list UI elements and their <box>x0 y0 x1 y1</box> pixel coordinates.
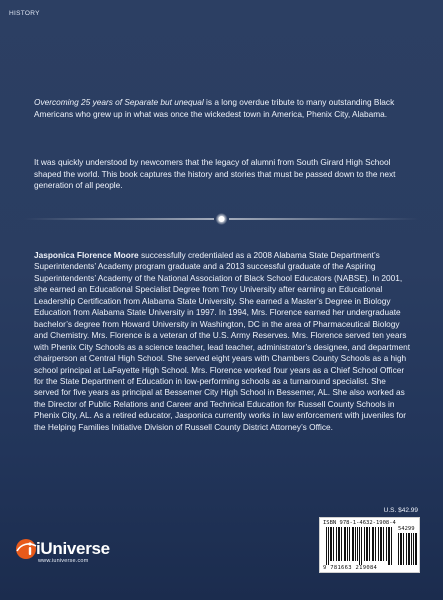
blurb-paragraph-1-text: is a long overdue tribute to many outstanding Black Americans who grew up in what was once the wickedest town in America, Phenix City, Alabama. <box>34 97 395 119</box>
author-name: Jasponica Florence Moore <box>34 250 139 260</box>
iuniverse-logo-icon <box>15 538 37 560</box>
price-label: U.S. $42.99 <box>383 507 418 514</box>
author-bio-text: successfully credentialed as a 2008 Alabama State Department’s Superintendents’ Academy program graduate and a 2013 successful graduate of the Aspiring Superintendents’ Academy of the National Association of Black School Educators (NABSE). In 2001, she earned an Educational Specialist Degree from Troy University after earning an Educational Leadership Certification from Alabama State University. She earned a Master’s Degree in Biology Education from Alabama State University in 1997. In 1994, Mrs. Florence earned her undergraduate bachelor’s degree from Howard University in Washington, DC in the area of Pharmaceutical Biology and Chemistry. Mrs. Florence is a veteran of the U.S. Army Reserves. Mrs. Florence served ten years with Phenix City Schools as a science teacher, lead teacher, administrator’s designee, and department chairperson at Central High School. She served eight years with Chambers County Schools as a high school principal at LaFayette High School. Mrs. Florence worked four years as a Chief School Officer for the State Department of Education in low-performing schools as a turnaround specialist. She served for five years as principal at Bessemer City High School in Bessemer, AL. She also worked as the Director of Public Relations and Career and Technical Education for Russell County Schools in Phenix City, AL. As a retired educator, Jasponica currently works in law enforcement with juveniles for the Helping Families Initiative Division of Russell County District Attorney’s Office. <box>34 250 411 432</box>
price-addon-code: 54299 <box>398 526 415 532</box>
blurb-paragraph-1 <box>34 97 410 120</box>
blurb-paragraph-2: It was quickly understood by newcomers that the legacy of alumni from South Girard High School shaped the world. This book captures the history and stories that must be passed down to the next generation of all people. <box>34 157 396 191</box>
barcode-bars-icon <box>323 527 418 565</box>
isbn-text: ISBN 978-1-4632-1908-4 <box>323 520 396 526</box>
decorative-divider <box>24 213 419 225</box>
author-bio <box>34 250 412 433</box>
publisher-url: www.iuniverse.com <box>38 558 89 564</box>
publisher-name: iUniverse <box>36 539 110 558</box>
publisher-logo <box>15 538 131 566</box>
book-title-italic: Overcoming 25 years of Separate but unequal <box>34 97 204 107</box>
star-divider-icon <box>24 213 419 225</box>
barcode-number: 9 781663 219084 <box>323 565 378 571</box>
category-label: HISTORY <box>9 10 40 17</box>
isbn-barcode <box>319 517 420 573</box>
